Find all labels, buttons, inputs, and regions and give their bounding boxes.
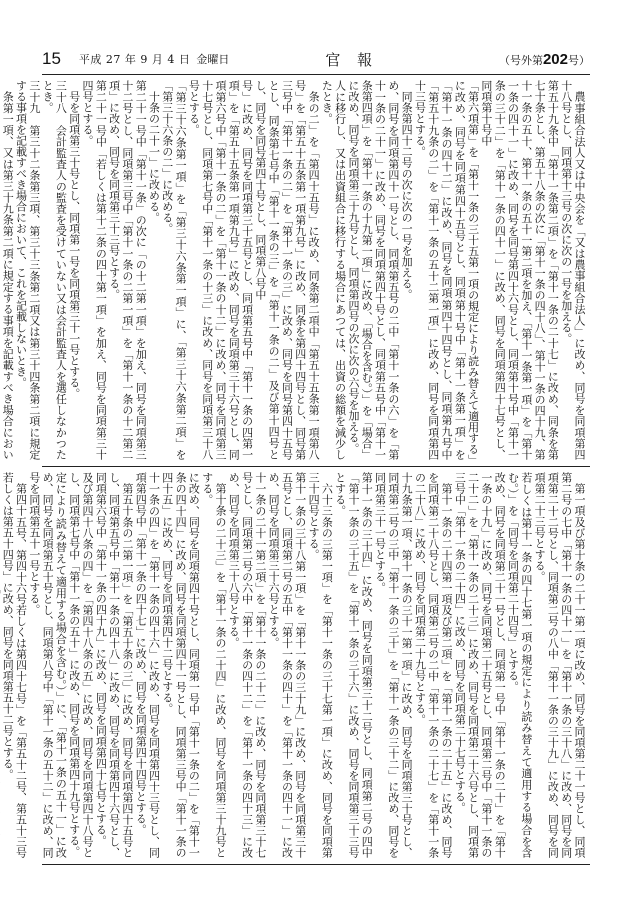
paragraph: 第二十一号中「若しくは第十二条の四十第一項」を加え、同号を同項第三十四号とする。	[81, 80, 108, 460]
upper-text-block	[1, 80, 586, 461]
paragraph: 十一条の四」を「第十一条の四十六」に改め、同号を同項第四十三号とし、同項第四号中「第十一条の四十七」に改め、同号を同項第四十四号とする。	[134, 472, 161, 858]
paragraph: 人に移行し、又は出資組合に移行する場合にあつては、出資の総額を減少したとき。	[320, 80, 347, 460]
extra-prefix: （号外第	[498, 53, 543, 67]
gazette-title: 官 報	[325, 50, 379, 69]
paragraph: 号を同項第三十号とし、同項第一号を同項第三十一号とする。	[67, 91, 81, 399]
paragraph	[0, 472, 1, 858]
paragraph: め、同号を同項第四十一号とし、同項第五号の二中「第十一条の六」を「第十一条の二十一」に改め、同号を同項第四十号とし、同項第五号中「第十一条第四項」を「第十一条の十九第一項」に改め、「場合を含む。）」を「場合」に改め、同号を同項第三十九号とし、同項第四号の次に次の六号を加える。	[346, 80, 400, 460]
page-header	[42, 48, 590, 70]
paragraph: 第十一条の三十八第一項」を「第十一条の三十九」に改め、同号を同項第三十五号とし、同項第二号の五中「第十一条の四十」を「第十一条の四十一」に改め、同号を同項第三十六号とする。	[267, 472, 307, 859]
paragraph: 同条第四十二号の次に次の一号を加える。	[400, 91, 414, 300]
issue-date: 平成 27 年 9 月 4 日	[78, 53, 191, 66]
paragraph: 第十一条の三十四」に改め、同号を同項第三十二号とし、同項第二号の四中「第十一条の三十五」を「第十一条の三十六」に改め、同号を同項第三十三号とする。	[333, 472, 374, 858]
footer-rule	[42, 864, 590, 865]
lower-vertical-text	[1, 472, 586, 859]
paragraph: 条の二」を「第四十五号」に改め、同条第二項中「第五十五条第一項第八号」を「第五十五条第一項第九号」に改め、同条を第四十四号とし、同号第三号中「第十一条の二」を「第十一条の三」に改め、同号を同号第四十五号とし、同条第七号中「第十一条の三」を「第十一条の二」及び第十四号とし、同号を同号第四十号とし、同項第八号中	[253, 80, 321, 460]
paragraph: 六十三条の三第一項」を「第十一条の三十七第一項」に改め、同号を同項第三十四号とする。	[307, 472, 334, 858]
paragraph: 及び第四十八条の四」を「第四十八条の五」に改め、同号を同項第四十八号とし、同項第七号中「第十一条の五十」に改め、同号を同項第四十九号とする。	[67, 472, 95, 858]
extra-number: 202	[542, 50, 568, 68]
middle-rule	[42, 466, 590, 467]
paragraph: 第一項及び第十条の二十一第一項に改め、同号を同項第二十一号とし、同項第二号の七中「第十一条の四十一」を「第十一条の三十八」に改め、同号を同項第二十二号とし、同項第二号の八中「第十一条の三十九」に改め、同号を同項第二十三号とする。	[533, 472, 586, 858]
paragraph: 定により読み替えて適用する場合を含む。）」に、「第十一条の五十一」に改め、同号を同項第五十号とし、同項第八号中「第十一条の五十二」に改め、同号を同項第五十一号とする。	[27, 472, 68, 859]
paragraph: 第二十一号中「第十一条」の次に「の十二第一項」を加え、同号を同項第三十二号とし、同項第三号中「第十一条の二第一項」を「第十一条の十二第二項」に改め、同号を同項第三十三号とする。	[107, 80, 148, 461]
header-rule	[42, 74, 590, 75]
paragraph: 十九条第一項、第十一条の三十一第一項」に改め、同号を同項第三十号とし、同項第二号の三中「第十一条の三十」を「第十一条の三十二」に改め、同号を同項第三十一号とする。	[373, 472, 414, 859]
paragraph: 「第三十六条第一項」を「第三十六条第一項」に、「第三十六条第二項」を「第三十六条の二」に改める。	[160, 80, 188, 460]
paragraph: 第五十九条中「第十一条第二項」を「第十一条の二十七」に改め、同条を第七十条とし、第五十八条の次に「第十一条の四十八」、第十一条の四十九、第十一条の五十、第十一条の五十一第二項を加え、「第十一条第一項」を「第十一条の四十一」に改め、同号を同号第四十六号とし、同項第十号中「第十一条の三十二」を「第十一条の四十一」に改め、同号を同項第四十七号とし、同項第十号中	[479, 80, 560, 461]
issue-weekday: 金曜日	[196, 53, 230, 66]
paragraph: 第十条の二十三」を「第十一条の二十四」に改め、同号を同項第三十九号とする。	[200, 472, 227, 858]
paragraph: 第四十五号、第四十六号若しくは第四十七号」を「第五十二号、第五十三号若しくは第五十四号」に改め、同号を同項第五十二号とする。	[1, 472, 28, 858]
paragraph: 十条の二十一」に改める。	[147, 91, 161, 223]
paragraph: 号」に改め、同号を同項第三十五号とし、同項第五号中「第十一条の四第一項」を「第五十五条第一項第九号」に改め、同号を同項第三十六号とし、同項第六号中「第十一条の二」を「第十一条の十二」に改め、同号を同項第三十七号とし、同項第七号中「第十一条の十三」に改め、同号を同項第三十八号とする。	[187, 80, 254, 461]
paragraph: 三十八 会計監査人の監査を受けていない又は会計監査人を選任しなかつたとき。	[41, 80, 68, 460]
lower-text-block	[1, 472, 586, 859]
extra-suffix: 号）	[568, 53, 590, 67]
paragraph: 条第一項、又は第三十九条第二項に規定する事項を記載すべき場合におい	[1, 91, 15, 460]
paragraph: 「第六項第」を「第十一条の三十五第一項の規定により読み替えて適用する」に改め、同号を同項第四十五号とし、同項第十号中「第十一条第一項」を「第十一条の四十二」に改め、同号を同項第四十四号とし、同項第九号中「第五十九条の二」を「第十一条の五十二第一項」に改め、同号を同項第四十三号とする。	[413, 80, 480, 461]
paragraph: 第十一条の二十四第一項及び第二項」を「第十一条の二十五」に改め、同号を同項第二十八号とし、同項第二号の二中「第十一条の二十七」を「第十一条の二十八」に改め、同号を同項第二十九号とする。	[413, 472, 454, 858]
paragraph: 十一条の二十一第二項」を「第十一条の二十二」に改め、同号を同項第三十七号とし、同項第二号の六中「第十一条の四十二」を「第十一条の四十三」に改め、同号を同項第三十八号とする。	[227, 472, 267, 858]
paragraph: 第五十条の二第一項」を「第五十条の三」に改め、同号を同項第四十五号とし、同項第五号中「第十一条の四十八」に改め、同号を同項第四十六号とし、同項第六号中「第十一条の四十九」に改め、同号を同項第四十七号とする。	[94, 472, 134, 858]
extra-issue-number	[499, 51, 590, 68]
upper-vertical-text	[1, 80, 586, 461]
paragraph: 農事組合法人又は中央会を「又は農事組合法人」に改め、同号を同項第四十八号とし、同項第十三号の次に次の一号を加える。	[559, 80, 586, 460]
paragraph: 三十九 第三十二条第三項、第三十三条第二項又は第三十四条第二項に規定する事項を記載すべき場合において、これを記載しないとき。	[14, 80, 41, 460]
paragraph: 若しくは第十一条の四十七第一項の規定により読み替えて適用する場合を含む。）」を「同号を同項第二十四号」とする。	[506, 472, 533, 858]
page-number: 15	[42, 49, 61, 68]
paragraph: 改め、同号を同項第二十一号とし、同項第一号中「第十一条の二十」を「第十一条の十九」に改め、同号を同項第二十五号とし、同項第二号中「第十一条の二十二」を「第十一条の二十三」に改め、同号を同項第二十六号とし、同項第三号中「第十一条の二十四」に改め、同号を同項第二十七号とする。	[453, 472, 507, 858]
paragraph: に改め、同号を同項第四十号とし、同項第一号中「第十一条の二」を「第十一条の四十四」に改め、同号を同項第四十一号とし、同項第三号中「第十一条の四十五」に改め、同号を同項第四十二号とする。	[160, 472, 201, 858]
